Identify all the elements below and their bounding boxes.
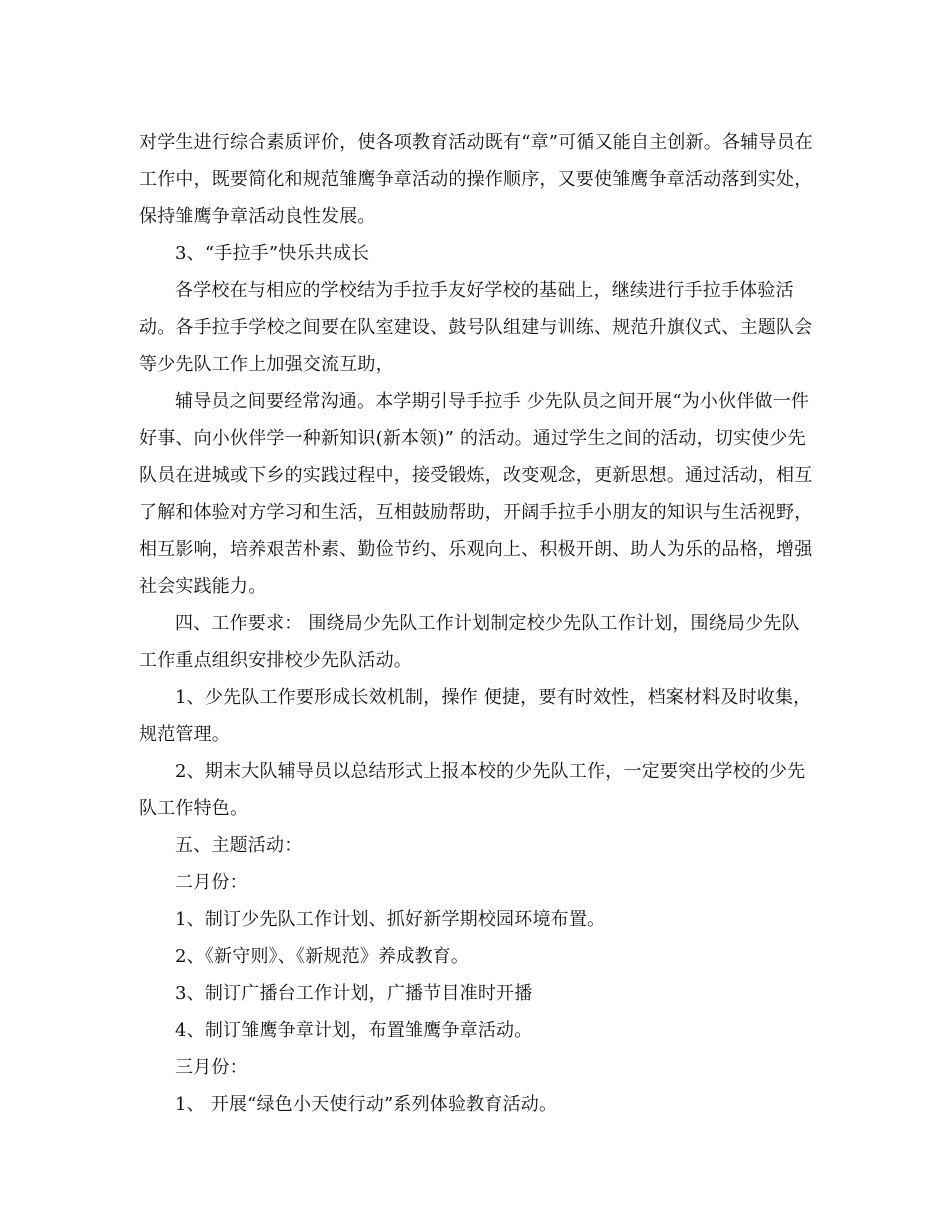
document-body	[139, 124, 814, 1123]
paragraph-7: 2、期末大队辅导员以总结形式上报本校的少先队工作，一定要突出学校的少先队工作特色。	[139, 761, 806, 819]
list-item: 3、制订广播台工作计划，广播节目准时开播	[175, 983, 533, 1004]
paragraph-1: 对学生进行综合素质评价，使各项教育活动既有“章”可循又能自主创新。各辅导员在工作中，既要简化和规范雏鹰争章活动的操作顺序，又要使雏鹰争章活动落到实处，保持雏鹰争章活动良性发展。	[139, 132, 814, 227]
list-item: 1、 开展“绿色小天使行动”系列体验教育活动。	[175, 1094, 558, 1115]
list-item: 1、制订少先队工作计划、抓好新学期校园环境布置。	[175, 909, 606, 930]
paragraph-3: 各学校在与相应的学校结为手拉手友好学校的基础上，继续进行手拉手体验活动。各手拉手学校之间要在队室建设、鼓号队组建与训练、规范升旗仪式、主题队会等少先队工作上加强交流互助，	[139, 280, 813, 375]
list-item: 2、《新守则》、《新规范》养成教育。	[175, 946, 470, 967]
paragraph-2: 3、“手拉手”快乐共成长	[175, 243, 370, 264]
paragraph-4: 辅导员之间要经常沟通。本学期引导手拉手 少先队员之间开展“为小伙伴做一件好事、向小伙伴学一种新知识(新本领)” 的活动。通过学生之间的活动，切实使少先队员在进城或下乡的实践过程中，接受锻炼，改变观念，更新思想。通过活动，相互了解和体验对方学习和生活，互相鼓励帮助，开阔手拉手小朋友的知识与生活视野，相互影响，培养艰苦朴素、勤俭节约、乐观向上、积极开朗、助人为乐的品格，增强社会实践能力。	[139, 391, 813, 597]
month-heading-february: 二月份：	[175, 872, 248, 893]
month-heading-march: 三月份：	[175, 1057, 248, 1078]
paragraph-6: 1、少先队工作要形成长效机制，操作 便捷，要有时效性，档案材料及时收集，规范管理。	[139, 687, 812, 745]
list-item: 4、制订雏鹰争章计划，布置雏鹰争章活动。	[175, 1020, 533, 1041]
paragraph-5: 四、工作要求： 围绕局少先队工作计划制定校少先队工作计划，围绕局少先队工作重点组织安排校少先队活动。	[139, 613, 800, 671]
section-heading-theme-activities: 五、主题活动：	[175, 835, 303, 856]
